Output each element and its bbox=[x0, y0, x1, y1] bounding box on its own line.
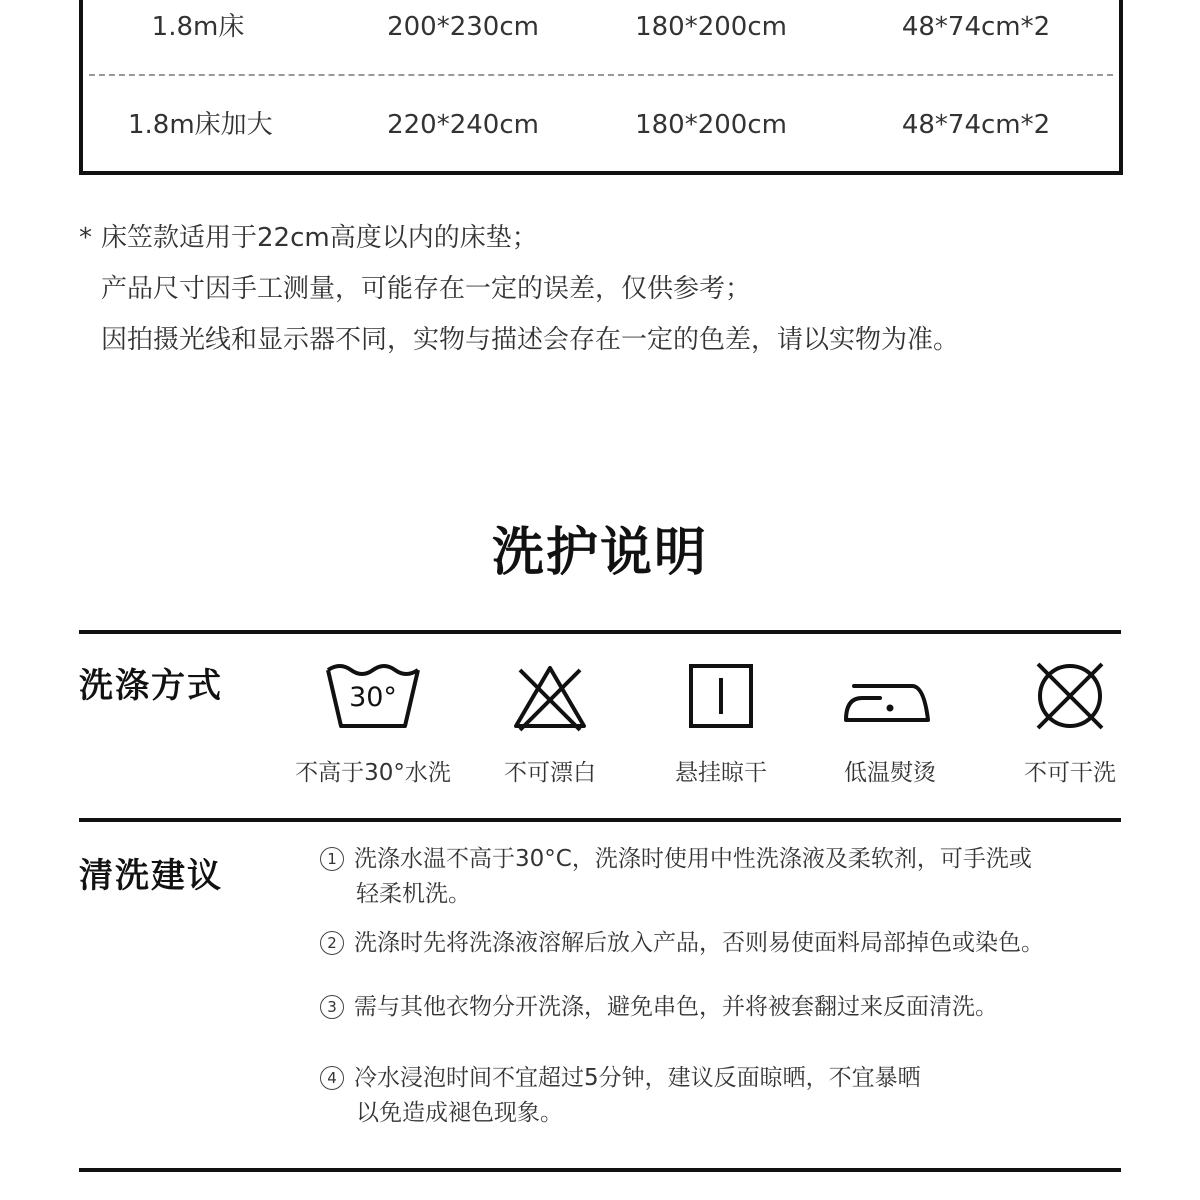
care-symbol-hang-dry bbox=[631, 660, 811, 787]
care-symbol-label: 不可干洗 bbox=[1024, 760, 1116, 786]
sheet-size-cell: 180*200cm bbox=[635, 110, 787, 140]
bed-size-cell: 1.8m床加大 bbox=[128, 110, 273, 140]
pillow-size-cell: 48*74cm*2 bbox=[901, 12, 1051, 42]
table-row bbox=[83, 2, 1119, 52]
tip-text: 需与其他衣物分开洗涤，避免串色，并将被套翻过来反面清洗。 bbox=[354, 994, 998, 1020]
row-divider bbox=[89, 74, 1113, 76]
washing-method-label: 洗涤方式 bbox=[79, 666, 223, 706]
sheet-size-cell: 180*200cm bbox=[635, 12, 787, 42]
tip-number: 2 bbox=[320, 931, 344, 955]
no-bleach-icon bbox=[500, 660, 600, 736]
care-title: 洗护说明 bbox=[491, 523, 708, 583]
section-divider bbox=[79, 1168, 1121, 1172]
care-symbol-label: 不可漂白 bbox=[504, 760, 596, 786]
care-symbol-label: 不高于30°水洗 bbox=[295, 760, 451, 786]
pillow-size-cell: 48*74cm*2 bbox=[901, 110, 1051, 140]
tip-text-cont: 以免造成褪色现象。 bbox=[356, 1100, 563, 1126]
note-text: 因拍摄光线和显示器不同，实物与描述会存在一定的色差，请以实物为准。 bbox=[101, 325, 960, 355]
list-item bbox=[320, 1061, 1120, 1131]
note-line bbox=[101, 320, 959, 360]
care-symbol-wash-30 bbox=[283, 660, 463, 787]
tip-number: 3 bbox=[320, 995, 344, 1019]
hang-dry-icon bbox=[671, 660, 771, 736]
care-symbol-label: 低温熨烫 bbox=[844, 760, 936, 786]
section-divider bbox=[79, 630, 1121, 634]
care-symbol-iron-low bbox=[800, 660, 980, 787]
tip-text-cont: 轻柔机洗。 bbox=[356, 881, 471, 907]
note-text: 床笠款适用于22cm高度以内的床垫； bbox=[101, 223, 538, 253]
quilt-size-cell: 200*230cm bbox=[387, 12, 539, 42]
bed-size-cell: 1.8m床 bbox=[151, 12, 245, 42]
wash-30-icon bbox=[323, 660, 423, 736]
tip-number: 1 bbox=[320, 847, 344, 871]
tip-text: 冷水浸泡时间不宜超过5分钟，建议反面晾晒，不宜暴晒 bbox=[354, 1065, 921, 1091]
wash-temp-text: 30° bbox=[349, 682, 397, 713]
no-dry-clean-icon bbox=[1020, 660, 1120, 736]
note-line bbox=[101, 269, 751, 309]
iron-low-icon bbox=[840, 660, 940, 736]
tip-text: 洗涤水温不高于30°C，洗涤时使用中性洗涤液及柔软剂，可手洗或 bbox=[354, 846, 1032, 872]
care-symbol-no-dry-clean bbox=[980, 660, 1160, 787]
care-symbol-label: 悬挂晾干 bbox=[675, 760, 767, 786]
list-item bbox=[320, 990, 1120, 1025]
tip-number: 4 bbox=[320, 1066, 344, 1090]
tip-text: 洗涤时先将洗涤液溶解后放入产品，否则易使面料局部掉色或染色。 bbox=[354, 930, 1044, 956]
list-item bbox=[320, 842, 1120, 912]
quilt-size-cell: 220*240cm bbox=[387, 110, 539, 140]
list-item bbox=[320, 926, 1120, 961]
note-marker: * bbox=[79, 223, 92, 253]
note-text: 产品尺寸因手工测量，可能存在一定的误差，仅供参考； bbox=[101, 274, 752, 304]
care-symbol-no-bleach bbox=[460, 660, 640, 787]
cleaning-tips-label: 清洗建议 bbox=[79, 856, 223, 896]
size-table bbox=[79, 0, 1123, 175]
table-row bbox=[83, 100, 1119, 150]
section-divider bbox=[79, 818, 1121, 822]
note-line bbox=[79, 218, 538, 258]
